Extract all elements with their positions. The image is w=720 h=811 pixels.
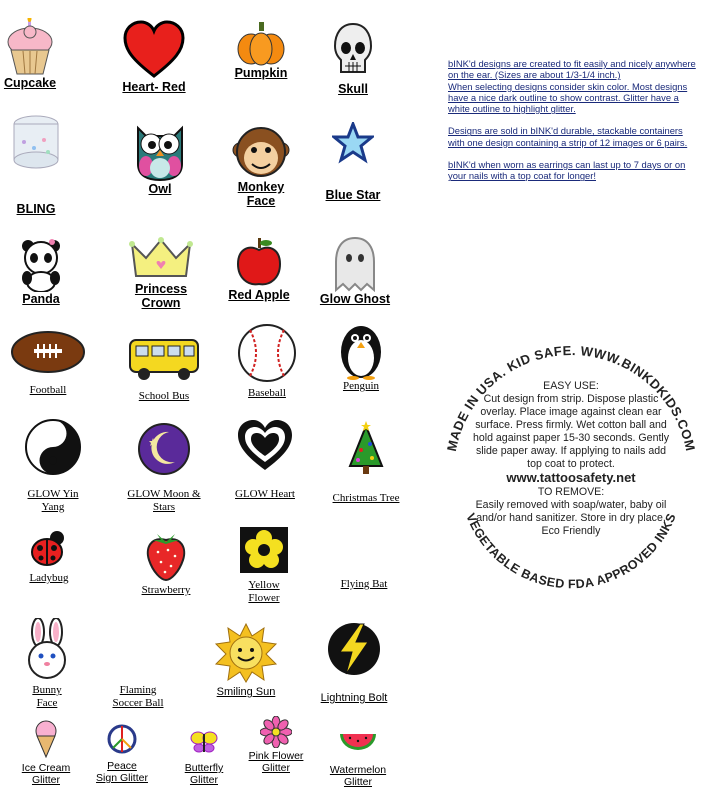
design-ghost xyxy=(318,236,392,306)
penguin-icon xyxy=(337,318,385,380)
seal-arc-bottom: VEGETABLE BASED FDA APPROVED INKS xyxy=(463,511,679,590)
info-containers: Designs are sold in bINK'd durable, stackable containers with one design containing a strip of 12 images or 6 pairs. xyxy=(448,125,688,148)
glow-heart-icon xyxy=(236,418,294,474)
design-cupcake xyxy=(0,18,60,90)
label-bat: Flying Bat xyxy=(340,578,388,590)
label-cupcake: Cupcake xyxy=(3,76,57,90)
design-watermelon xyxy=(326,732,390,788)
design-crown xyxy=(124,236,198,311)
label-sun: Smiling Sun xyxy=(216,686,276,698)
moon-stars-icon xyxy=(137,422,191,476)
label-monkey: Monkey Face xyxy=(237,180,285,209)
sun-icon xyxy=(214,622,278,684)
strawberry-icon xyxy=(143,528,189,582)
label-glowheart: GLOW Heart xyxy=(235,488,295,500)
easy-use-title: EASY USE: xyxy=(543,380,599,392)
label-moon: GLOW Moon & Stars xyxy=(127,488,201,513)
skull-icon xyxy=(333,22,373,82)
design-bolt xyxy=(318,620,390,705)
design-yinyang xyxy=(18,418,88,513)
label-ghost: Glow Ghost xyxy=(319,292,391,306)
star-icon xyxy=(332,122,374,164)
crown-icon xyxy=(128,236,194,282)
easy-use-text: Cut design from strip. Dispose plastic overlay. Place image against clean ear surface. Press firmly. Wet cotton ball and hold against paper 15-30 seconds. Gently slide paper away. If applying to nails add top coat to protect. xyxy=(472,392,670,470)
info-wear: bINK'd when worn as earrings can last up to 7 days or on your nails with a top coat for longer! xyxy=(448,158,686,182)
label-baseball: Baseball xyxy=(248,387,286,399)
design-owl xyxy=(128,118,192,196)
label-bolt: Lightning Bolt xyxy=(320,692,388,704)
butterfly-icon xyxy=(190,730,218,754)
heart-icon xyxy=(123,20,185,80)
design-panda xyxy=(10,238,72,306)
label-yinyang: GLOW Yin Yang xyxy=(27,488,79,513)
owl-icon xyxy=(132,118,188,182)
bunny-icon xyxy=(23,618,71,680)
label-football: Football xyxy=(29,384,67,396)
design-soccer xyxy=(108,684,168,709)
ice-cream-icon xyxy=(32,720,60,758)
design-baseball xyxy=(232,322,302,400)
school-bus-icon xyxy=(126,336,202,382)
design-heart xyxy=(115,20,193,94)
design-peace xyxy=(96,724,148,784)
design-butterfly xyxy=(180,730,228,786)
design-sun xyxy=(206,622,286,699)
info-skin: When selecting designs consider skin color. Most designs have a nice dark outline to show contrast. Glitter have a white outline to highlight glitter. xyxy=(448,80,688,115)
label-pflower: Pink Flower Glitter xyxy=(248,750,304,775)
design-strawberry xyxy=(134,528,198,597)
monkey-icon xyxy=(232,124,290,180)
remove-text: Easily removed with soap/water, baby oil and/or hand sanitizer. Store in dry place. xyxy=(475,499,667,525)
design-yflower xyxy=(232,526,296,604)
label-ladybug: Ladybug xyxy=(29,572,69,584)
label-bunny: Bunny Face xyxy=(32,684,62,709)
label-yflower: Yellow Flower xyxy=(248,579,280,604)
design-pumpkin xyxy=(228,22,294,80)
design-bus xyxy=(124,336,204,403)
panda-icon xyxy=(16,238,66,292)
label-butterfly: Butterfly Glitter xyxy=(184,762,224,787)
ghost-icon xyxy=(332,236,378,292)
design-tree xyxy=(328,420,404,505)
baseball-icon xyxy=(236,322,298,384)
label-bling: BLING xyxy=(16,202,56,216)
design-bunny xyxy=(22,618,72,709)
football-icon xyxy=(10,330,86,374)
eco-friendly: Eco Friendly xyxy=(541,525,601,538)
design-bling xyxy=(2,112,70,216)
label-tree: Christmas Tree xyxy=(332,492,400,504)
watermelon-icon xyxy=(338,732,378,752)
safety-url: www.tattoosafety.net xyxy=(506,470,636,486)
label-apple: Red Apple xyxy=(228,288,290,302)
seal-arc-top: MADE IN USA. KID SAFE. WWW.BINKDKIDS.COM xyxy=(443,342,699,453)
label-panda: Panda xyxy=(22,292,60,306)
design-apple xyxy=(224,236,294,302)
usage-seal xyxy=(432,312,710,590)
info-text xyxy=(448,58,698,193)
ladybug-icon xyxy=(29,528,69,568)
pink-flower-icon xyxy=(260,716,292,748)
pumpkin-icon xyxy=(235,22,287,66)
label-peace: Peace Sign Glitter xyxy=(96,760,148,785)
cupcake-icon xyxy=(5,18,55,76)
label-skull: Skull xyxy=(338,82,368,96)
lightning-bolt-icon xyxy=(326,620,382,678)
label-bus: School Bus xyxy=(138,390,190,402)
design-skull xyxy=(318,22,388,96)
design-moon xyxy=(124,422,204,513)
design-football xyxy=(8,330,88,397)
design-pflower xyxy=(244,716,308,774)
label-soccer: Flaming Soccer Ball xyxy=(112,684,164,709)
design-ladybug xyxy=(22,528,76,585)
label-bluestar: Blue Star xyxy=(325,188,381,202)
design-penguin xyxy=(330,318,392,393)
design-glowheart xyxy=(230,418,300,501)
peace-sign-icon xyxy=(107,724,137,754)
christmas-tree-icon xyxy=(346,420,386,476)
design-bluestar xyxy=(318,122,388,202)
remove-title: TO REMOVE: xyxy=(537,486,605,499)
design-bat xyxy=(336,578,392,591)
label-owl: Owl xyxy=(148,182,172,196)
label-pumpkin: Pumpkin xyxy=(234,66,288,80)
design-monkey xyxy=(228,124,294,209)
info-size: bINK'd designs are created to fit easily and nicely anywhere on the ear. (Sizes are about 1/3-1/4 inch.) xyxy=(448,58,696,81)
label-strawberry: Strawberry xyxy=(141,584,191,596)
label-watermelon: Watermelon Glitter xyxy=(329,764,387,789)
apple-icon xyxy=(236,236,282,288)
yellow-flower-icon xyxy=(239,526,289,574)
label-heart: Heart- Red xyxy=(122,80,186,94)
design-icecream xyxy=(16,720,76,786)
label-penguin: Penguin xyxy=(342,380,380,392)
seal-instructions xyxy=(472,380,670,538)
label-crown: Princess Crown xyxy=(134,282,188,311)
yin-yang-icon xyxy=(24,418,82,476)
label-icecream: Ice Cream Glitter xyxy=(21,762,71,787)
bling-jar-icon xyxy=(10,112,62,174)
